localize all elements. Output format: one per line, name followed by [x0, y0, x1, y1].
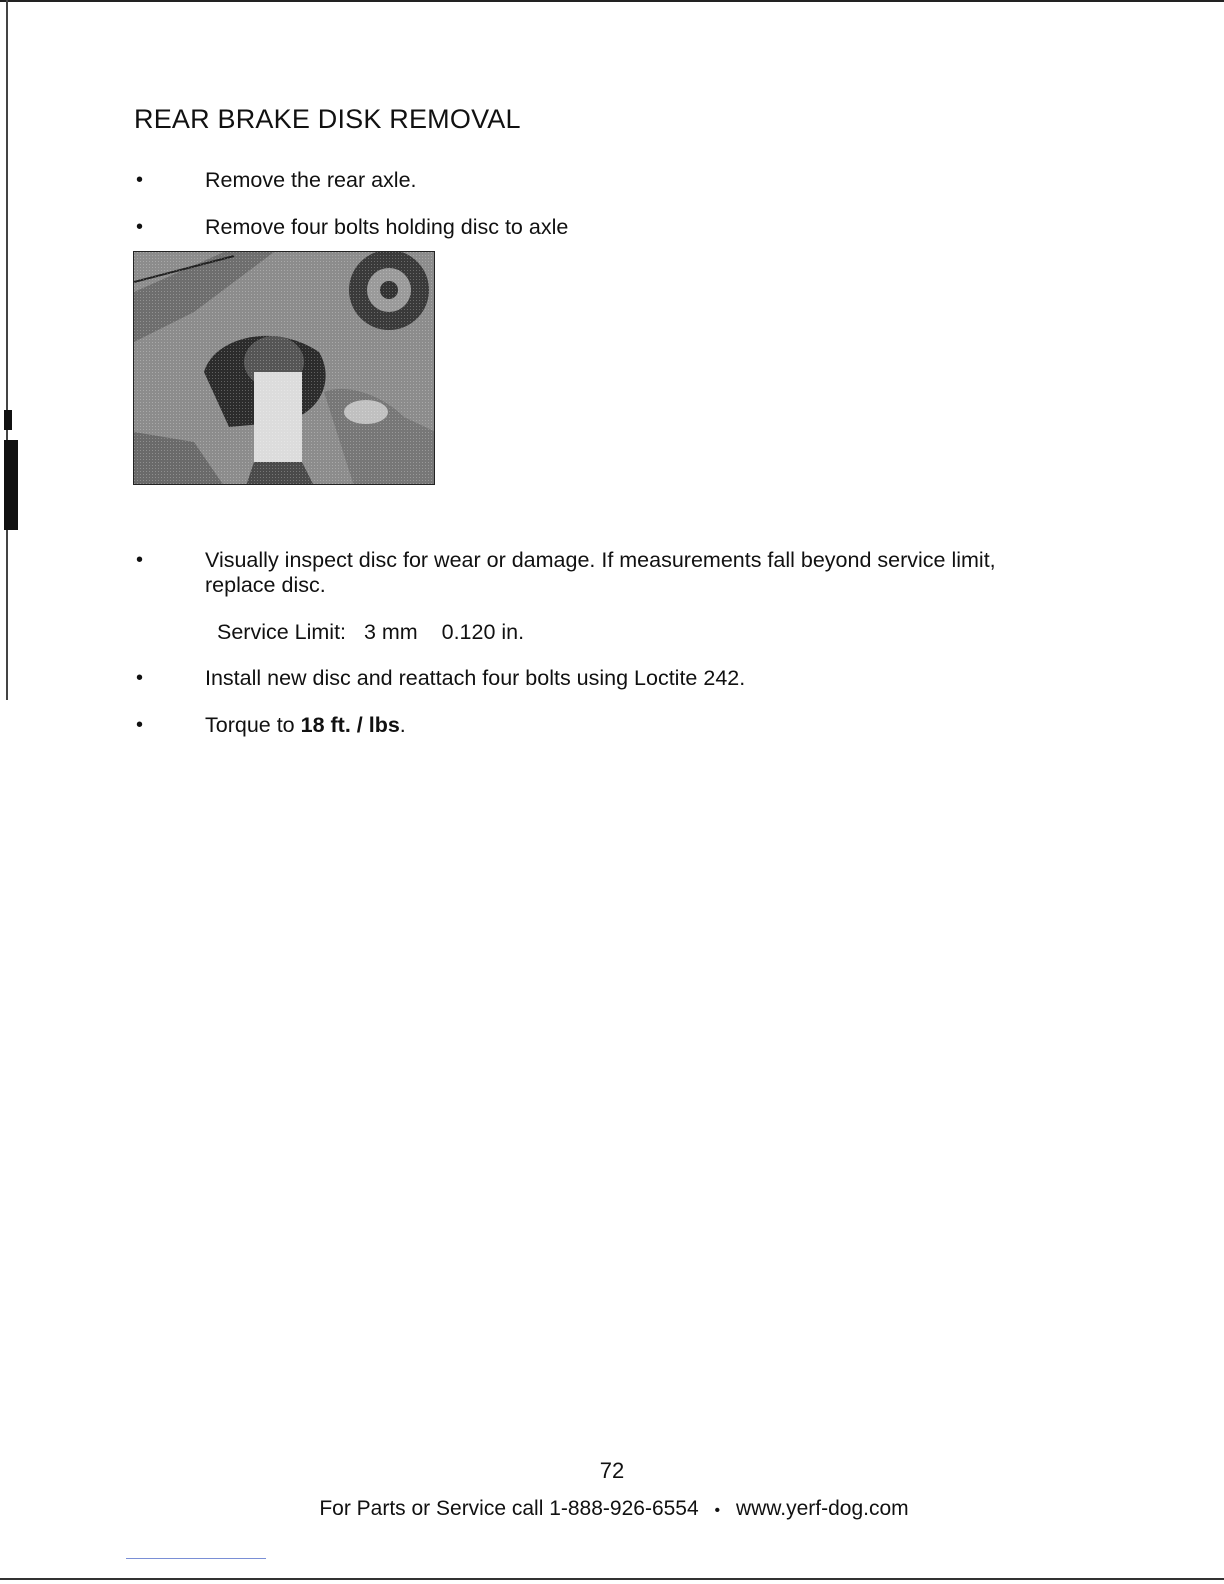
footer-separator: • [714, 1502, 721, 1519]
footer-rule [126, 1558, 266, 1559]
torque-value: 18 ft. / lbs [300, 713, 400, 737]
service-limit [217, 620, 524, 645]
step-remove-bolts [134, 215, 1054, 241]
step-text: Remove the rear axle. [205, 168, 417, 192]
bullet-icon: • [136, 714, 144, 736]
page-border-top [0, 0, 1224, 2]
torque-prefix: Torque to [205, 713, 301, 737]
page-number: 72 [599, 1458, 625, 1483]
bullet-icon: • [136, 549, 144, 571]
footer [0, 1497, 1224, 1521]
footer-website: www.yerf-dog.com [735, 1497, 909, 1520]
step-remove-axle [134, 168, 1054, 194]
service-limit-imperial: 0.120 in. [441, 620, 525, 644]
page-border-bottom [0, 1578, 1224, 1580]
service-limit-label: Service Limit: [217, 620, 347, 644]
service-limit-metric: 3 mm [363, 620, 418, 644]
step-text: Remove four bolts holding disc to axle [205, 215, 569, 239]
step-inspect-disc [134, 548, 1054, 600]
step-install-disc [134, 666, 1054, 692]
bullet-icon: • [136, 169, 144, 191]
bullet-icon: • [136, 216, 144, 238]
footer-contact: For Parts or Service call 1-888-926-6554 [319, 1497, 699, 1520]
step-torque [134, 713, 1054, 739]
bullet-icon: • [136, 667, 144, 689]
page-border-left [6, 0, 8, 700]
torque-suffix: . [399, 713, 406, 737]
brake-disc-photo [133, 251, 435, 485]
section-title: REAR BRAKE DISK REMOVAL [134, 104, 521, 134]
step-text: Visually inspect disc for wear or damage. If measurements fall beyond service limit, replace disc. [205, 548, 996, 597]
scan-mark [4, 410, 12, 430]
step-text: Install new disc and reattach four bolts using Loctite 242. [205, 666, 746, 690]
step-text [205, 713, 1055, 738]
scan-mark [4, 440, 18, 530]
brake-disc-photo-graphic [134, 252, 435, 485]
